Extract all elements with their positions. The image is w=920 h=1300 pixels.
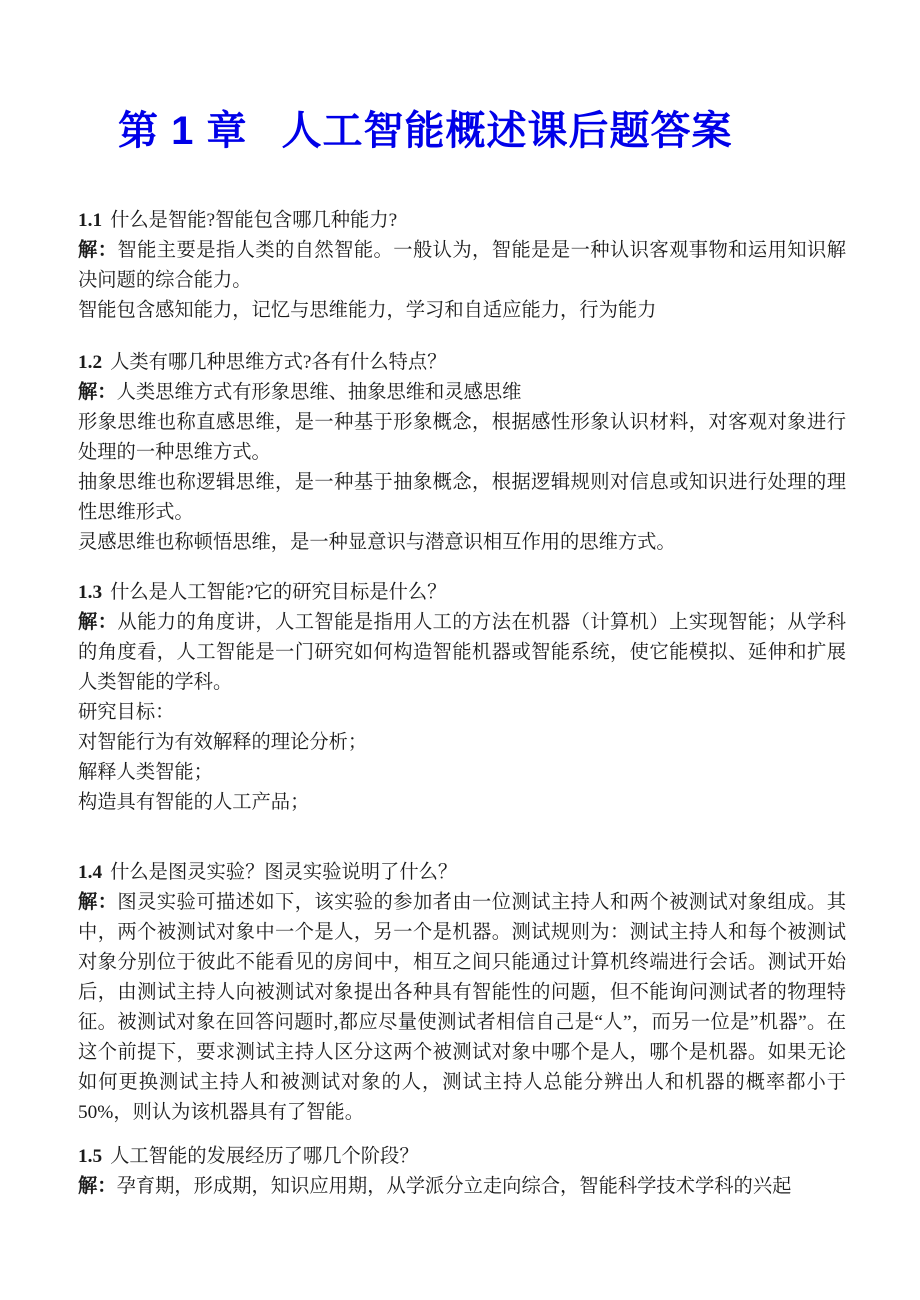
answer-paragraph: [78, 608, 846, 698]
answer-text: 图灵实验可描述如下，该实验的参加者由一位测试主持人和两个被测试对象组成。其中，两个被测试对象中一个是人，另一个是机器。测试规则为：测试主持人和每个被测试对象分别位于彼此不能看见的房间中，相互之间只能通过计算机终端进行会话。测试开始后，由测试主持人向被测试对象提出各种具有智能性的问题，但不能询问测试者的物理特征。被测试对象在回答问题时,都应尽量使测试者相信自己是“人”，而另一位是”机器”。在这个前提下，要求测试主持人区分这两个被测试对象中哪个是人，哪个是机器。如果无论如何更换测试主持人和被测试对象的人，测试主持人总能分辨出人和机器的概率都小于 50%，则认为该机器具有了智能。: [78, 892, 846, 1123]
answer-paragraph: [78, 888, 846, 1128]
question-text: 人类有哪几种思维方式?各有什么特点？: [110, 352, 447, 373]
answer-text: 解释人类智能；: [78, 762, 213, 783]
answer-paragraph: [78, 698, 846, 728]
answer-paragraph: [78, 1172, 846, 1202]
answer-label: 解：: [78, 892, 118, 913]
chapter-label: 第 1 章: [118, 109, 248, 153]
answer-paragraph: [78, 788, 846, 818]
qa-section-1-1: [78, 206, 846, 326]
question-line: [78, 858, 846, 888]
answer-text: 形象思维也称直感思维，是一种基于形象概念，根据感性形象认识材料，对客观对象进行处理的一种思维方式。: [78, 412, 846, 463]
page-title: [118, 106, 846, 156]
answer-text: 抽象思维也称逻辑思维，是一种基于抽象概念，根据逻辑规则对信息或知识进行处理的理性思维形式。: [78, 472, 846, 523]
question-line: [78, 206, 846, 236]
answer-text: 智能主要是指人类的自然智能。一般认为，智能是是一种认识客观事物和运用知识解决问题的综合能力。: [78, 240, 846, 291]
answer-text: 智能包含感知能力，记忆与思维能力，学习和自适应能力，行为能力: [78, 300, 657, 321]
answer-text: 孕育期，形成期，知识应用期，从学派分立走向综合，智能科学技术学科的兴起: [116, 1176, 792, 1197]
answer-paragraph: [78, 408, 846, 468]
question-number: 1.1: [78, 210, 103, 231]
question-number: 1.5: [78, 1146, 103, 1167]
answer-paragraph: [78, 758, 846, 788]
answer-text: 对智能行为有效解释的理论分析；: [78, 732, 368, 753]
question-text: 什么是图灵实验？图灵实验说明了什么？: [110, 862, 458, 883]
answer-paragraph: [78, 296, 846, 326]
answer-text: 构造具有智能的人工产品；: [78, 792, 310, 813]
question-line: [78, 1142, 846, 1172]
answer-label: 解：: [78, 240, 118, 261]
answer-text: 研究目标：: [78, 702, 175, 723]
question-line: [78, 578, 846, 608]
qa-section-1-2: [78, 348, 846, 558]
answer-text: 从能力的角度讲，人工智能是指用人工的方法在机器（计算机）上实现智能；从学科的角度看，人工智能是一门研究如何构造智能机器或智能系统，使它能模拟、延伸和扩展人类智能的学科。: [78, 612, 846, 693]
answer-paragraph: [78, 468, 846, 528]
answer-paragraph: [78, 378, 846, 408]
question-text: 什么是智能?智能包含哪几种能力?: [110, 210, 398, 231]
answer-paragraph: [78, 728, 846, 758]
answer-label: 解：: [78, 382, 117, 403]
qa-section-1-5: [78, 1142, 846, 1202]
answer-paragraph: [78, 528, 846, 558]
answer-paragraph: [78, 236, 846, 296]
question-line: [78, 348, 846, 378]
question-number: 1.4: [78, 862, 103, 883]
document-body: [78, 206, 846, 1202]
chapter-title-text: 人工智能概述课后题答案: [281, 109, 733, 153]
question-number: 1.3: [78, 582, 103, 603]
answer-label: 解：: [78, 612, 118, 633]
question-text: 什么是人工智能?它的研究目标是什么？: [110, 582, 447, 603]
question-text: 人工智能的发展经历了哪几个阶段？: [110, 1146, 419, 1167]
question-number: 1.2: [78, 352, 103, 373]
qa-section-1-4: [78, 858, 846, 1128]
answer-text: 人类思维方式有形象思维、抽象思维和灵感思维: [116, 382, 522, 403]
qa-section-1-3: [78, 578, 846, 818]
answer-label: 解：: [78, 1176, 117, 1197]
answer-text: 灵感思维也称顿悟思维，是一种显意识与潜意识相互作用的思维方式。: [78, 532, 676, 553]
